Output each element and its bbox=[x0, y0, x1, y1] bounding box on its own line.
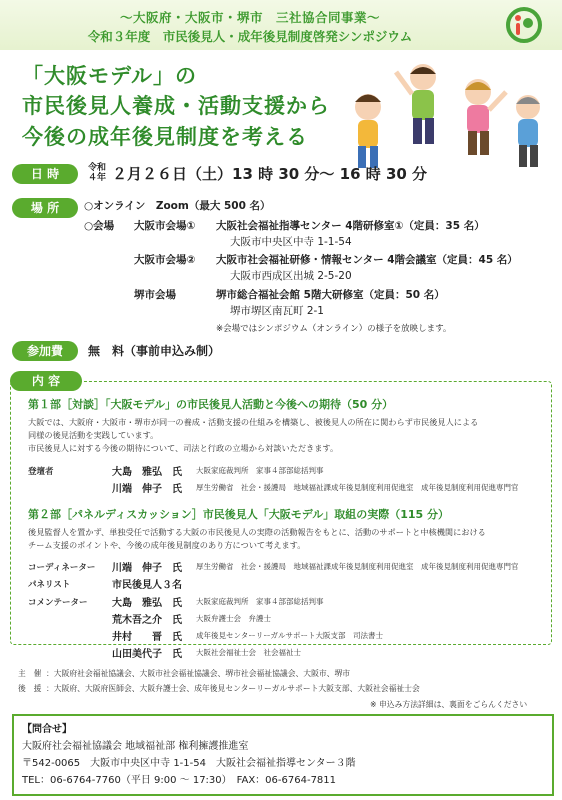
person-3-illustration bbox=[465, 79, 506, 155]
application-note: ※ 申込み方法詳細は、裏面をごらんください bbox=[370, 700, 528, 709]
contact-tel: TEL：06-6764-7760（平日 9:00 ～ 17:30） FAX：06-6764-7811 bbox=[22, 775, 337, 786]
venue-1-name: 大阪市会場① bbox=[134, 220, 196, 232]
venue-1-address: 大阪市中央区中寺 1-1-54 bbox=[230, 236, 352, 248]
organizer-text: ：大阪府社会福祉協議会、大阪市社会福祉協議会、堺市社会福祉協議会、大阪市、堺市 bbox=[46, 669, 351, 678]
contact-heading: 【問合せ】 bbox=[22, 724, 72, 735]
era-bottom: ４年 bbox=[88, 173, 107, 183]
commentator-4-affil: 大阪社会福祉士会 社会福祉士 bbox=[196, 648, 301, 657]
title-line-3: 今後の成年後見制度を考える bbox=[22, 125, 308, 149]
date-label: 日 時 bbox=[12, 164, 78, 184]
person-1-illustration bbox=[355, 94, 381, 168]
part1-title: 第１部［対談］「大阪モデル」の市民後見人活動と今後への期待（50 分） bbox=[28, 398, 394, 411]
part1-speaker-2-affil: 厚生労働省 社会・援護局 地域福祉課成年後見制度利用促進室 成年後見制度利用促進専門官 bbox=[196, 483, 519, 492]
date-text: ２月２６日（土）13 時 30 分～ 16 時 30 分 bbox=[112, 165, 428, 183]
part1-desc-line2: 同様の後見活動を実践しています。 bbox=[28, 430, 159, 440]
venue-kaijo-label: ○会場 bbox=[84, 220, 115, 232]
commentator-3-affil: 成年後見センターリーガルサポート大阪支部 司法書士 bbox=[196, 631, 384, 640]
content-label: 内 容 bbox=[10, 371, 82, 391]
online-venue: ○オンライン Zoom（最大 500 名） bbox=[84, 200, 271, 212]
era-label bbox=[88, 163, 106, 183]
organizer-label: 主 催 bbox=[18, 669, 42, 678]
part1-role: 登壇者 bbox=[28, 467, 54, 477]
venue-2-address: 大阪市西成区出城 2-5-20 bbox=[230, 270, 352, 282]
part2-title: 第２部［パネルディスカッション］市民後見人「大阪モデル」取組の実際（115 分） bbox=[28, 508, 450, 521]
venue-2-facility: 大阪市社会福祉研修・情報センター 4階会議室（定員：45 名） bbox=[216, 254, 518, 266]
support-label: 後 援 bbox=[18, 684, 42, 693]
part2-desc bbox=[28, 526, 543, 552]
panelist-role: パネリスト bbox=[28, 580, 71, 590]
panelist-text: 市民後見人３名 bbox=[112, 580, 182, 591]
contact-box bbox=[12, 714, 554, 796]
jumping-people-illustration bbox=[338, 52, 553, 172]
venue-3-facility: 堺市総合福祉会館 5階大研修室（定員：50 名） bbox=[216, 289, 445, 301]
coordinator-role: コーディネーター bbox=[28, 563, 96, 573]
part1-speaker-1-name: 大島 雅弘 氏 bbox=[112, 467, 182, 478]
venue-3-name: 堺市会場 bbox=[134, 289, 176, 301]
venue-2-name: 大阪市会場② bbox=[134, 254, 196, 266]
venue-3-address: 堺市堺区南瓦町 2-1 bbox=[230, 305, 324, 317]
part1-desc bbox=[28, 416, 543, 455]
part2-desc-line1: 後見監督人を置かず、単独受任で活動する大阪の市民後見人の実際の活動報告をもとに、活動のサポートと中核機関における bbox=[28, 527, 486, 537]
fee-label: 参加費 bbox=[12, 341, 78, 361]
contact-org: 大阪府社会福祉協議会 地域福祉部 権利擁護推進室 bbox=[22, 741, 249, 752]
header-line-1: ～大阪府・大阪市・堺市 三社協合同事業～ bbox=[119, 10, 380, 25]
place-label: 場 所 bbox=[12, 198, 78, 218]
fee-text: 無 料（事前申込み制） bbox=[88, 344, 221, 358]
part2-desc-line2: チーム支援のポイントや、今後の成年後見制度のあり方について考えます。 bbox=[28, 540, 306, 550]
part1-desc-line3: 市民後見人に対する今後の期待について、司法と行政の立場から対談いただきます。 bbox=[28, 443, 339, 453]
contact-address: 〒542-0065 大阪市中央区中寺 1-1-54 大阪社会福祉指導センター３階 bbox=[22, 758, 356, 769]
commentator-2-affil: 大阪弁護士会 弁護士 bbox=[196, 614, 271, 623]
commentator-1-name: 大島 雅弘 氏 bbox=[112, 598, 182, 609]
coordinator-affil: 厚生労働省 社会・援護局 地域福祉課成年後見制度利用促進室 成年後見制度利用促進専門官 bbox=[196, 562, 519, 571]
venue-note: ※会場ではシンポジウム（オンライン）の様子を放映します。 bbox=[216, 324, 452, 334]
commentator-1-affil: 大阪家庭裁判所 家事４部部総括判事 bbox=[196, 597, 324, 606]
commentator-3-name: 井村 晋 氏 bbox=[112, 632, 182, 643]
part1-speaker-1-affil: 大阪家庭裁判所 家事４部部総括判事 bbox=[196, 466, 324, 475]
person-2-illustration bbox=[396, 64, 436, 144]
person-4-illustration bbox=[516, 95, 540, 167]
part1-speaker-2-name: 川端 伸子 氏 bbox=[112, 484, 182, 495]
title-line-2: 市民後見人養成・活動支援から bbox=[22, 94, 330, 118]
header-line-2: 令和３年度 市民後見人・成年後見制度啓発シンポジウム bbox=[87, 29, 413, 44]
era-top: 令和 bbox=[88, 163, 107, 173]
venue-1-facility: 大阪社会福祉指導センター 4階研修室①（定員：35 名） bbox=[216, 220, 485, 232]
part1-desc-line1: 大阪では、大阪府・大阪市・堺市が同一の養成・活動支援の仕組みを構築し、被後見人の所在に関わらず市民後見人による bbox=[28, 417, 479, 427]
commentator-role: コメンテーター bbox=[28, 598, 88, 608]
commentator-4-name: 山田美代子 氏 bbox=[112, 645, 182, 660]
coordinator-name: 川端 伸子 氏 bbox=[112, 563, 182, 574]
title-line-1: 「大阪モデル」の bbox=[22, 64, 197, 88]
support-text: ：大阪府、大阪府医師会、大阪弁護士会、成年後見センターリーガルサポート大阪支部、大阪社会福祉士会 bbox=[46, 684, 420, 693]
commentator-2-name: 荒木吾之介 氏 bbox=[112, 615, 182, 626]
organizer-logo-icon bbox=[506, 7, 542, 43]
